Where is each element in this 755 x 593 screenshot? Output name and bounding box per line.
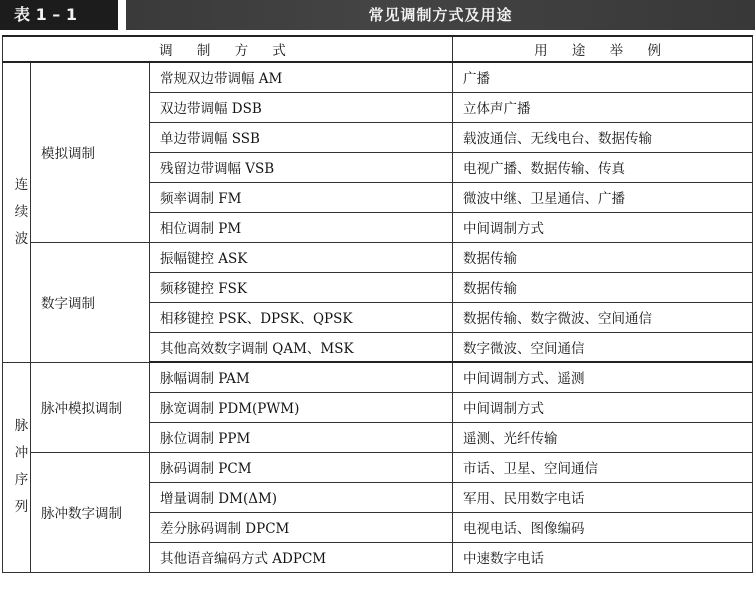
group-label: 连 续 波 xyxy=(14,176,29,247)
use-cell: 中间调制方式 xyxy=(453,212,753,242)
use-cell: 数据传输 xyxy=(453,242,753,272)
use-cell: 电视电话、图像编码 xyxy=(453,512,753,542)
method-cell: 脉宽调制 PDM(PWM) xyxy=(150,392,453,422)
method-cell: 脉位调制 PPM xyxy=(150,422,453,452)
use-cell: 立体声广播 xyxy=(453,92,753,122)
table-row xyxy=(3,62,753,92)
method-cell: 差分脉码调制 DPCM xyxy=(150,512,453,542)
method-cell: 相移键控 PSK、DPSK、QPSK xyxy=(150,302,453,332)
use-cell: 中间调制方式、遥测 xyxy=(453,362,753,392)
method-cell: 单边带调幅 SSB xyxy=(150,122,453,152)
use-cell: 中间调制方式 xyxy=(453,392,753,422)
table-row xyxy=(3,242,753,272)
modulation-table xyxy=(2,35,753,573)
use-cell: 载波通信、无线电台、数据传输 xyxy=(453,122,753,152)
method-cell: 双边带调幅 DSB xyxy=(150,92,453,122)
category-analog: 模拟调制 xyxy=(31,62,150,242)
use-cell: 数字微波、空间通信 xyxy=(453,332,753,362)
method-cell: 残留边带调幅 VSB xyxy=(150,152,453,182)
table-row xyxy=(3,452,753,482)
header-row xyxy=(3,36,753,62)
group-pulse-sequence xyxy=(3,362,31,572)
use-cell: 军用、民用数字电话 xyxy=(453,482,753,512)
method-cell: 常规双边带调幅 AM xyxy=(150,62,453,92)
title-divider xyxy=(118,0,126,30)
use-cell: 微波中继、卫星通信、广播 xyxy=(453,182,753,212)
group-label: 脉 冲 序 列 xyxy=(14,418,29,515)
group-continuous-wave xyxy=(3,62,31,362)
use-cell: 市话、卫星、空间通信 xyxy=(453,452,753,482)
header-method: 调 制 方 式 xyxy=(3,36,453,62)
category-pulse-analog: 脉冲模拟调制 xyxy=(31,362,150,452)
method-cell: 增量调制 DM(ΔM) xyxy=(150,482,453,512)
method-cell: 频率调制 FM xyxy=(150,182,453,212)
table-number: 表 1 – 1 xyxy=(0,0,118,30)
method-cell: 相位调制 PM xyxy=(150,212,453,242)
category-digital: 数字调制 xyxy=(31,242,150,362)
table-row xyxy=(3,362,753,392)
method-cell: 其他高效数字调制 QAM、MSK xyxy=(150,332,453,362)
title-bar xyxy=(0,0,755,30)
table-title: 常见调制方式及用途 xyxy=(126,0,755,30)
method-cell: 脉幅调制 PAM xyxy=(150,362,453,392)
category-pulse-digital: 脉冲数字调制 xyxy=(31,452,150,572)
method-cell: 其他语音编码方式 ADPCM xyxy=(150,542,453,572)
use-cell: 电视广播、数据传输、传真 xyxy=(453,152,753,182)
use-cell: 数据传输 xyxy=(453,272,753,302)
method-cell: 振幅键控 ASK xyxy=(150,242,453,272)
use-cell: 遥测、光纤传输 xyxy=(453,422,753,452)
method-cell: 频移键控 FSK xyxy=(150,272,453,302)
header-use: 用 途 举 例 xyxy=(453,36,753,62)
use-cell: 广播 xyxy=(453,62,753,92)
method-cell: 脉码调制 PCM xyxy=(150,452,453,482)
use-cell: 数据传输、数字微波、空间通信 xyxy=(453,302,753,332)
use-cell: 中速数字电话 xyxy=(453,542,753,572)
